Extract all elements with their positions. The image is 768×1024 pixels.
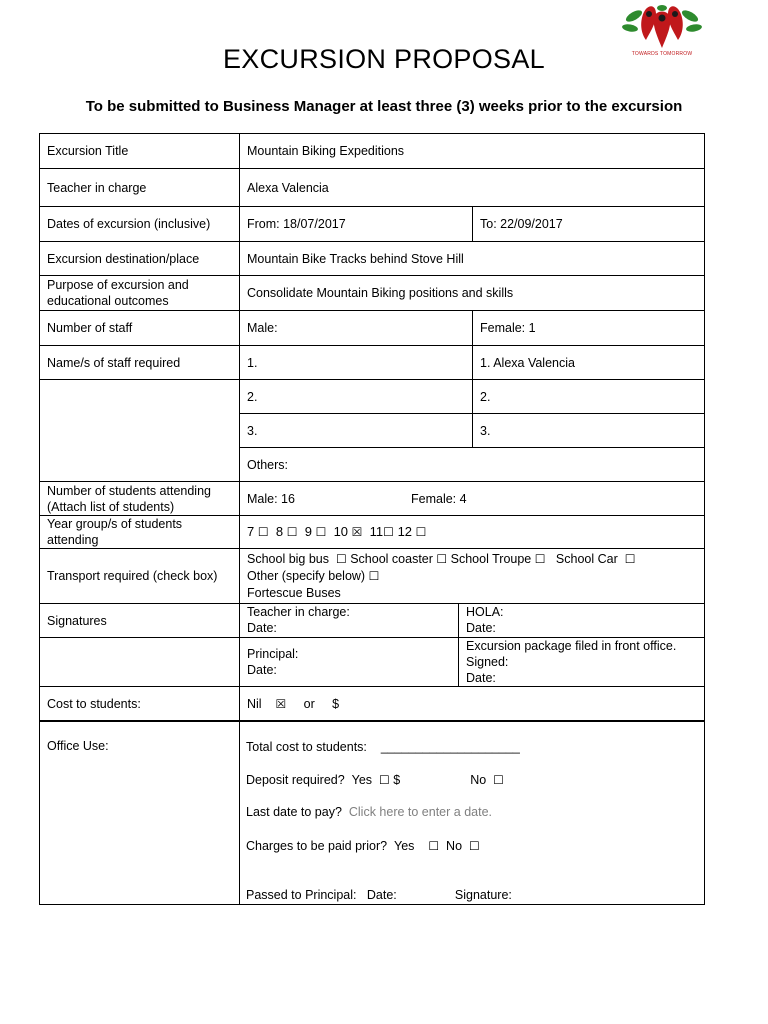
office-last-date-label: Last date to pay? [246, 805, 342, 819]
dates-label: Dates of excursion (inclusive) [39, 206, 240, 242]
staff-female-field[interactable]: Female: 1 [472, 310, 705, 346]
logo-motto: TOWARDS TOMORROW [631, 51, 693, 57]
office-deposit-no-checkbox[interactable]: ☐ [493, 773, 504, 787]
year-7-checkbox[interactable]: ☐ [257, 525, 269, 539]
students-male: Male: 16 [247, 491, 295, 506]
year-12-label: 12 [397, 524, 413, 539]
date-to-field[interactable]: To: 22/09/2017 [472, 206, 705, 242]
office-deposit-yes-label: Yes [351, 773, 373, 787]
staff-male-3-field[interactable]: 3. [239, 413, 473, 448]
staff-number-label: Number of staff [39, 310, 240, 346]
cost-dollar-field[interactable]: $ [332, 697, 340, 711]
transport-coaster-checkbox[interactable]: ☐ [436, 551, 448, 566]
year-11-checkbox[interactable]: ☐ [383, 525, 394, 539]
page-subtitle: To be submitted to Business Manager at least three (3) weeks prior to the excursion [85, 98, 683, 115]
office-deposit-label: Deposit required? [246, 773, 345, 787]
year-groups-label: Year group/s of students attending [39, 515, 240, 549]
office-passed-date-field[interactable]: Date: [366, 888, 397, 902]
destination-field[interactable]: Mountain Bike Tracks behind Stove Hill [239, 241, 705, 276]
office-charges-yes-checkbox[interactable]: ☐ [428, 839, 440, 853]
excursion-title-label: Excursion Title [39, 133, 240, 169]
office-deposit-no-label: No [470, 773, 487, 787]
date-from-field[interactable]: From: 18/07/2017 [239, 206, 473, 242]
sig-principal-field[interactable]: Principal: Date: [239, 637, 459, 687]
year-10-label: 10 [333, 524, 349, 539]
students-label: Number of students attending (Attach list of students) [39, 481, 240, 516]
students-female: Female: 4 [411, 491, 467, 506]
year-8-checkbox[interactable]: ☐ [286, 525, 298, 539]
year-10-checkbox[interactable]: ☒ [351, 525, 363, 539]
cost-nil-label: Nil [247, 697, 262, 711]
office-deposit-dollar[interactable]: $ [393, 773, 401, 787]
staff-male-field[interactable]: Male: [239, 310, 473, 346]
cost-or-text: or [303, 697, 315, 711]
office-charges-no-label: No [446, 839, 463, 853]
office-use-section [239, 721, 705, 905]
sig-hola-field[interactable]: HOLA: Date: [458, 603, 705, 638]
office-total-field[interactable]: ____________________ [380, 740, 520, 754]
staff-male-1-field[interactable]: 1. [239, 345, 473, 380]
staff-male-2-field[interactable]: 2. [239, 379, 473, 414]
office-deposit-yes-checkbox[interactable]: ☐ [378, 773, 390, 787]
signatures-blank [39, 637, 240, 687]
staff-names-blank [39, 379, 240, 482]
office-charges-yes-label: Yes [394, 839, 415, 853]
transport-car-checkbox[interactable]: ☐ [624, 551, 636, 566]
year-11-label: 11 [369, 524, 384, 539]
office-charges-no-checkbox[interactable]: ☐ [468, 839, 480, 853]
staff-female-3-field[interactable]: 3. [472, 413, 705, 448]
year-9-label: 9 [304, 524, 312, 539]
transport-other-checkbox[interactable]: ☐ [368, 568, 380, 583]
office-charges-label: Charges to be paid prior? [246, 839, 388, 853]
transport-other-value[interactable]: Fortescue Buses [247, 585, 341, 600]
transport-bigbus-label: School big bus [247, 551, 330, 566]
staff-female-2-field[interactable]: 2. [472, 379, 705, 414]
year-12-checkbox[interactable]: ☐ [415, 525, 427, 539]
purpose-label: Purpose of excursion and educational outcomes [39, 275, 240, 311]
excursion-title-field[interactable]: Mountain Biking Expeditions [239, 133, 705, 169]
transport-label: Transport required (check box) [39, 548, 240, 604]
transport-troupe-checkbox[interactable]: ☐ [534, 551, 546, 566]
page-title: EXCURSION PROPOSAL [223, 44, 545, 74]
office-total-label: Total cost to students: [246, 740, 367, 754]
destination-label: Excursion destination/place [39, 241, 240, 276]
year-9-checkbox[interactable]: ☐ [315, 525, 327, 539]
purpose-field[interactable]: Consolidate Mountain Biking positions and skills [239, 275, 705, 311]
sig-package-field[interactable]: Excursion package filed in front office. Signed: Date: [458, 637, 705, 687]
year-groups-field [239, 515, 705, 549]
signatures-label: Signatures [39, 603, 240, 638]
transport-field [239, 548, 705, 604]
staff-names-label: Name/s of staff required [39, 345, 240, 380]
students-field[interactable] [239, 481, 705, 516]
transport-other-label: Other (specify below) [247, 568, 366, 583]
year-7-label: 7 [247, 524, 255, 539]
office-date-picker[interactable]: Click here to enter a date. [348, 805, 492, 819]
cost-field [239, 686, 705, 722]
transport-troupe-label: School Troupe [450, 551, 532, 566]
office-signature-field[interactable]: Signature: [454, 888, 512, 902]
teacher-field[interactable]: Alexa Valencia [239, 168, 705, 207]
staff-others-field[interactable]: Others: [239, 447, 705, 482]
sig-teacher-field[interactable]: Teacher in charge: Date: [239, 603, 459, 638]
cost-label: Cost to students: [39, 686, 240, 722]
transport-bigbus-checkbox[interactable]: ☐ [335, 551, 347, 566]
office-use-label: Office Use: [39, 721, 240, 905]
transport-car-label: School Car [555, 551, 618, 566]
teacher-label: Teacher in charge [39, 168, 240, 207]
transport-coaster-label: School coaster [350, 551, 433, 566]
office-passed-label: Passed to Principal: [246, 888, 357, 902]
year-8-label: 8 [275, 524, 284, 539]
staff-female-1-field[interactable]: 1. Alexa Valencia [472, 345, 705, 380]
cost-nil-checkbox[interactable]: ☒ [275, 697, 287, 711]
